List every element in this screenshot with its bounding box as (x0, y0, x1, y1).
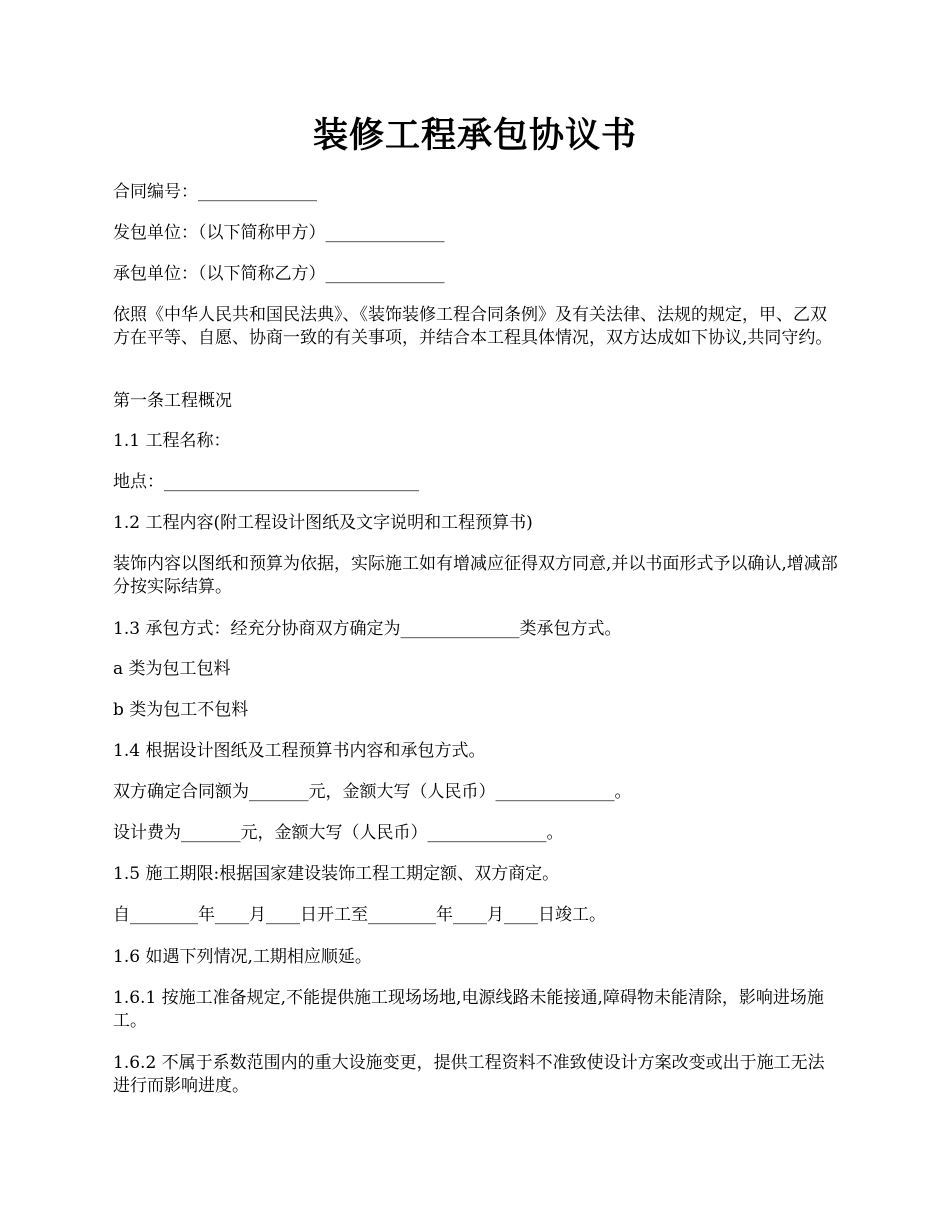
location-line: 地点：______________________________ (113, 472, 419, 492)
clause-1-3: 1.3 承包方式：经充分协商双方确定为______________类承包方式。 (113, 619, 622, 639)
design-fee-line: 设计费为_______元，金额大写（人民币）______________。 (113, 823, 564, 843)
contract-number-line: 合同编号：______________ (113, 182, 317, 202)
decoration-content-paragraph: 装饰内容以图纸和预算为依据，实际施工如有增减应征得双方同意,并以书面形式予以确认,增减部分按实际结算。 (113, 554, 838, 597)
option-a-line: a 类为包工包料 (113, 659, 231, 679)
option-b-line: b 类为包工不包料 (113, 700, 249, 720)
clause-1-5: 1.5 施工期限:根据国家建设装饰工程工期定额、双方商定。 (113, 864, 560, 884)
party-a-line: 发包单位：（以下简称甲方）______________ (113, 223, 445, 243)
clause-1-6-1: 1.6.1 按施工准备规定,不能提供施工现场场地,电源线路未能接通,障碍物未能清除，影响进场施工。 (113, 988, 824, 1031)
article-1-heading: 第一条工程概况 (113, 391, 232, 411)
preamble-paragraph: 依照《中华人民共和国民法典》、《装饰装修工程合同条例》及有关法律、法规的规定，甲、乙双方在平等、自愿、协商一致的有关事项，并结合本工程具体情况，双方达成如下协议,共同守约。 (113, 305, 833, 348)
clause-1-4: 1.4 根据设计图纸及工程预算书内容和承包方式。 (113, 741, 486, 761)
contract-amount-line: 双方确定合同额为_______元，金额大写（人民币）______________。 (113, 782, 632, 802)
document-title: 装修工程承包协议书 (312, 115, 637, 156)
clause-1-1: 1.1 工程名称： (113, 431, 231, 451)
schedule-dates-line: 自________年____月____日开工至________年____月____日竣工。 (113, 905, 606, 925)
party-b-line: 承包单位：（以下简称乙方）______________ (113, 264, 445, 284)
clause-1-6: 1.6 如遇下列情况,工期相应顺延。 (113, 947, 372, 967)
clause-1-6-2: 1.6.2 不属于系数范围内的重大设施变更，提供工程资料不准致使设计方案改变或出于施工无法进行而影响进度。 (113, 1053, 825, 1096)
clause-1-2: 1.2 工程内容(附工程设计图纸及文字说明和工程预算书) (113, 513, 533, 533)
